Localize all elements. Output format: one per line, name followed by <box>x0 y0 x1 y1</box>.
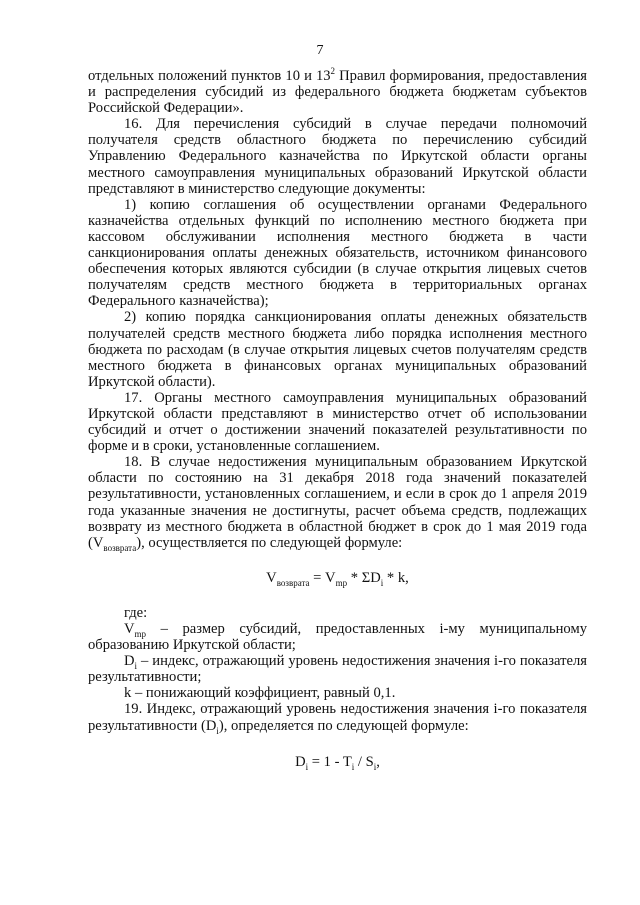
definition-di: $D_i$ – индекс, отражающий уровень недостижения значения i-го показателя результативности; <box>88 653 587 686</box>
formula-index: $D_i = 1 - T_i / S_i$, <box>295 753 380 772</box>
paragraph-18: 18. В случае недостижения муниципальным образованием Иркутской области по состоянию на 31 декабря 2018 года значений показателей результативности, установленных соглашением, и если в срок до 1 апреля 2019 года указанные значения не достигнуты, расчет объема средств, подлежащих возврату из местного бюджета в областной бюджет в срок до 1 мая 2019 года $(V_{возврата})$, осуществляется по следующей формуле: <box>88 454 587 553</box>
where-label: где: <box>124 604 148 621</box>
paragraph-continuation: отдельных положений пунктов 10 и $13^2$ Правил формирования, предоставления и распределения субсидий из федерального бюджета бюджетам субъектов Российской Федерации». <box>88 66 587 117</box>
document-body <box>88 68 587 789</box>
page-number: 7 <box>316 43 324 58</box>
paragraph-19: 19. Индекс, отражающий уровень недостижения значения i-го показателя результативности $(D_i)$, определяется по следующей формуле: <box>88 701 587 736</box>
paragraph-17: 17. Органы местного самоуправления муниципальных образований Иркутской области представляют в министерство отчет об использовании субсидий и отчет о достижении значений показателей результативности по форме и в сроки, установленные соглашением. <box>88 389 587 455</box>
definition-k: k – понижающий коэффициент, равный 0,1. <box>124 685 396 702</box>
definition-vmp: $V_{mp}$ – размер субсидий, предоставленных i-му муниципальному образованию Иркутской области; <box>88 621 587 654</box>
paragraph-16-item-1: 1) копию соглашения об осуществлении органами Федерального казначейства отдельных функций по исполнению местного бюджета при кассовом обслуживании исполнения местного бюджета в части санкционирования оплаты денежных обязательств, источником финансового обеспечения которых являются субсидии (в случае открытия лицевых счетов получателям средств местного бюджета в территориальных органах Федерального казначейства); <box>88 196 587 310</box>
paragraph-16: 16. Для перечисления субсидий в случае передачи полномочий получателя средств областного бюджета по перечислению субсидий Управлению Федерального казначейства по Иркутской области органы местного самоуправления муниципальных образований Иркутской области представляют в министерство следующие документы: <box>88 116 587 197</box>
paragraph-16-item-2: 2) копию порядка санкционирования оплаты денежных обязательств получателей средств местного бюджета либо порядка исполнения местного бюджета по расходам (в случае открытия лицевых счетов получателям средств местного бюджета в финансовых органах муниципальных образований Иркутской области). <box>88 309 587 390</box>
formula-refund: $V_{возврата} = V_{mp} * \Sigma D_i * k$, <box>266 569 409 588</box>
